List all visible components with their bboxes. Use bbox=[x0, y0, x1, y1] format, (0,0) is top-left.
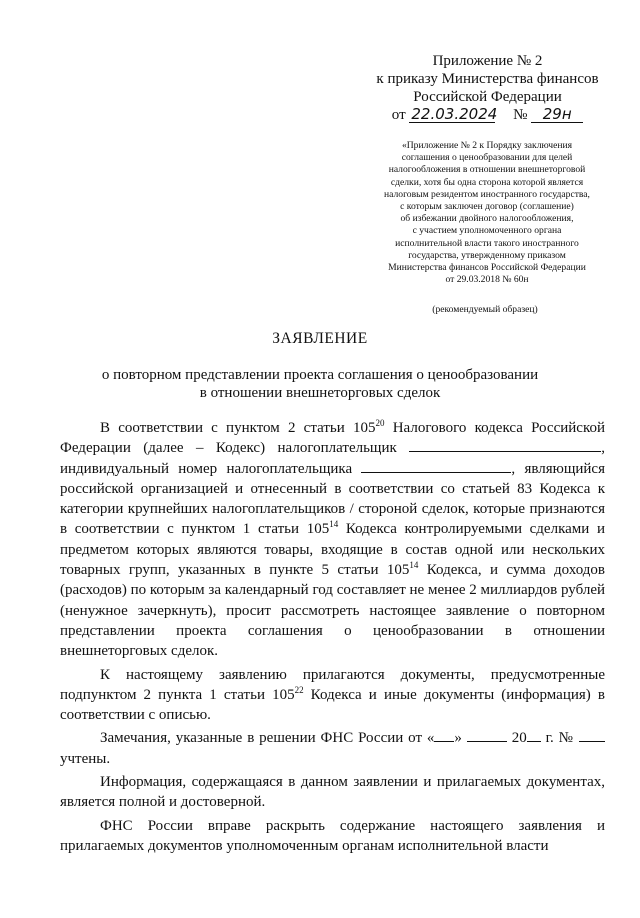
paragraph-application: В соответствии с пунктом 2 статьи $105^{20}$ Налогового кодекса Российской Федерации (далее – Кодекс) налогоплательщик , индивидуальный номер налогоплательщика , являющийся российской организацией и отнесенный в соответствии со статьей 83 Кодекса к категории крупнейших налогоплательщиков / стороной сделок, которые признаются в соответствии с пунктом 1 статьи $105^{14}$ Кодекса контролируемыми сделками и предметом которых являются товары, входящие в состав одной или нескольких товарных групп, указанных в пункте 5 статьи $105^{14}$ Кодекса, и сумма доходов (расходов) по которым за календарный год составляет не менее 2 миллиардов рублей (ненужное зачеркнуть), просит рассмотреть настоящее заявление о повторном представлении проекта соглашения о ценообразовании в отношении внешнеторговых сделок. bbox=[60, 418, 606, 660]
handwritten-order-number: 29н bbox=[531, 107, 583, 123]
order-reference: к приказу Министерства финансов bbox=[376, 71, 599, 87]
taxpayer-name-blank bbox=[409, 438, 601, 452]
decision-day-blank bbox=[434, 728, 454, 742]
handwritten-date: 22.03.2024 bbox=[411, 105, 498, 123]
decision-number-blank bbox=[579, 728, 605, 742]
attachment-header bbox=[360, 52, 615, 124]
inn-blank bbox=[361, 459, 511, 473]
decision-year-blank bbox=[527, 728, 541, 742]
recommended-sample-note: (рекомендуемый образец) bbox=[432, 304, 538, 315]
decision-month-blank bbox=[467, 728, 507, 742]
paragraph-completeness: Информация, содержащаяся в данном заявлении и прилагаемых документах, является полной и достоверной. bbox=[60, 774, 605, 811]
paragraph-remarks: Замечания, указанные в решении ФНС России от « » 20 г. № учтены. bbox=[60, 728, 605, 769]
document-title: ЗАЯВЛЕНИЕ bbox=[272, 330, 368, 347]
order-date-line: от 22.03.2024 № 29н bbox=[360, 106, 615, 124]
document-subtitle: о повторном представлении проекта соглашения о ценообразовании в отношении внешнеторговых сделок bbox=[101, 367, 539, 401]
procedure-reference-note: «Приложение № 2 к Порядку заключения соглашения о ценообразовании для целей налогообложения в отношении внешнеторговой сделки, хотя бы одна сторона которой является налоговым резидентом иностранного государства, с которым заключен договор (соглашение) об избежании двойного налогообложения, с участием уполномоченного органа исполнительной власти такого иностранного государства, утвержденному приказом Министерства финансов Российской Федерации от 29.03.2018 № 60н bbox=[384, 140, 590, 286]
ministry-name: Российской Федерации bbox=[413, 89, 562, 105]
paragraph-disclosure: ФНС России вправе раскрыть содержание настоящего заявления и прилагаемых документов уполномоченным органам исполнительной власти bbox=[60, 817, 605, 854]
paragraph-attachments: К настоящему заявлению прилагаются документы, предусмотренные подпунктом 2 пункта 1 статьи $105^{22}$ Кодекса и иные документы (информация) в соответствии с описью. bbox=[60, 666, 605, 724]
document-body bbox=[60, 418, 605, 859]
attachment-number: Приложение № 2 bbox=[432, 53, 543, 69]
